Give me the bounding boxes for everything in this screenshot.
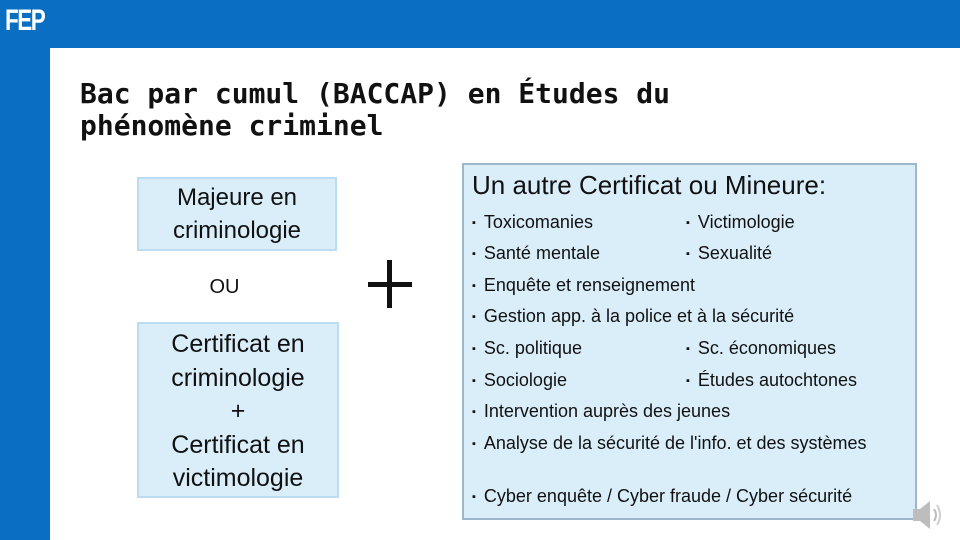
plus-vertical — [387, 260, 392, 308]
slide-title: Bac par cumul (BACCAP) en Études du phénomène criminel — [80, 77, 671, 142]
list-item: ▪ Analyse de la sécurité de l'info. et des systèmes — [472, 433, 867, 453]
bullet-icon: ▪ — [472, 248, 476, 260]
options-panel — [462, 163, 917, 520]
bullet-icon: ▪ — [686, 343, 690, 355]
certificate-box — [137, 322, 339, 498]
cert-line: Certificat en — [171, 430, 305, 459]
list-item: ▪ Études autochtones — [686, 370, 858, 390]
bullet-icon: ▪ — [472, 491, 476, 503]
list-item: ▪ Intervention auprès des jeunes — [472, 401, 731, 421]
list-item: ▪ Gestion app. à la police et à la sécurité — [472, 306, 795, 326]
plus-sign — [366, 252, 416, 312]
top-bar — [0, 0, 960, 48]
list-item: ▪ Sexualité — [686, 243, 772, 263]
major-line: Majeure en — [176, 184, 298, 211]
left-bar — [0, 0, 50, 540]
cert-line: criminologie — [171, 363, 305, 392]
or-label: OU — [209, 276, 240, 298]
bullet-icon: ▪ — [472, 438, 476, 450]
bullet-icon: ▪ — [472, 280, 476, 292]
cert-line: + — [230, 397, 246, 425]
panel-title: Un autre Certificat ou Mineure: — [472, 170, 827, 200]
bullet-icon: ▪ — [472, 375, 476, 387]
list-item: ▪ Toxicomanies — [472, 212, 593, 232]
cert-line: Certificat en — [171, 330, 305, 358]
list-item: ▪ Enquête et renseignement — [472, 275, 696, 295]
list-item: ▪ Sc. politique — [472, 338, 582, 358]
list-item: ▪ Santé mentale — [472, 243, 600, 263]
bullet-icon: ▪ — [686, 248, 690, 260]
bullet-icon: ▪ — [472, 406, 476, 418]
cert-line: victimologie — [172, 464, 304, 492]
bullet-icon: ▪ — [472, 311, 476, 323]
bullet-icon: ▪ — [472, 343, 476, 355]
logo-text: FEP — [5, 4, 45, 37]
bullet-icon: ▪ — [472, 217, 476, 229]
bullet-icon: ▪ — [686, 217, 690, 229]
list-item: ▪ Sociologie — [472, 370, 567, 390]
major-box — [137, 177, 337, 251]
list-item: ▪ Sc. économiques — [686, 338, 836, 358]
major-line: criminologie — [172, 217, 302, 244]
bullet-icon: ▪ — [686, 375, 690, 387]
fep-logo — [0, 0, 50, 48]
speaker-glyph — [911, 497, 945, 533]
speaker-icon[interactable] — [911, 497, 945, 533]
list-item: ▪ Cyber enquête / Cyber fraude / Cyber sécurité — [472, 486, 853, 506]
list-item: ▪ Victimologie — [686, 212, 795, 232]
